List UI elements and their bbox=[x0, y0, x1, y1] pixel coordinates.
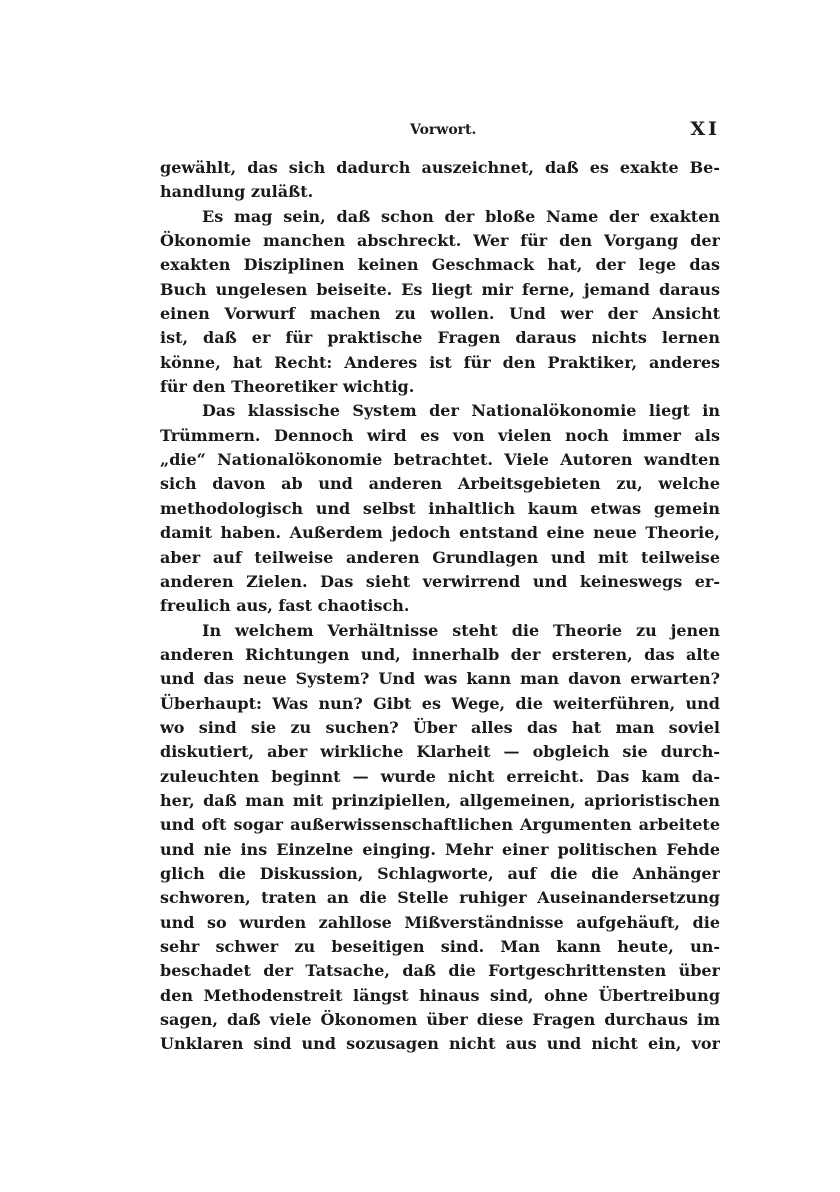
text-line: aber auf teilweise anderen Grundlagen und mit teilweise bbox=[160, 547, 720, 567]
text-line: „die“ Nationalökonomie betrachtet. Viele Autoren wandten bbox=[160, 450, 720, 470]
running-head bbox=[160, 118, 720, 146]
text-line: diskutiert, aber wirkliche Klarheit — obgleich sie durch- bbox=[160, 742, 720, 762]
book-page bbox=[160, 118, 720, 1057]
body-text bbox=[160, 156, 720, 1057]
text-line: wo sind sie zu suchen? Über alles das hat man soviel bbox=[160, 717, 720, 737]
text-line: damit haben. Außerdem jedoch entstand eine neue Theorie, bbox=[160, 523, 720, 543]
text-line: zuleuchten beginnt — wurde nicht erreicht. Das kam da- bbox=[160, 766, 720, 786]
text-line: exakten Disziplinen keinen Geschmack hat, der lege das bbox=[160, 255, 720, 275]
text-line: und nie ins Einzelne einging. Mehr einer politischen Fehde bbox=[160, 839, 720, 859]
page-number: XI bbox=[690, 118, 720, 140]
text-line: Überhaupt: Was nun? Gibt es Wege, die weiterführen, und bbox=[160, 693, 720, 713]
text-line: her, daß man mit prinzipiellen, allgemeinen, aprioristischen bbox=[160, 790, 720, 810]
text-line: schworen, traten an die Stelle ruhiger Auseinandersetzung bbox=[160, 888, 720, 908]
text-line: anderen Zielen. Das sieht verwirrend und keineswegs er- bbox=[160, 571, 720, 591]
text-line: Unklaren sind und sozusagen nicht aus und nicht ein, vor bbox=[160, 1034, 720, 1054]
text-line: methodologisch und selbst inhaltlich kaum etwas gemein bbox=[160, 498, 720, 518]
text-line: glich die Diskussion, Schlagworte, auf die die Anhänger bbox=[160, 863, 720, 883]
running-head-title: Vorwort. bbox=[410, 122, 477, 138]
text-line: sagen, daß viele Ökonomen über diese Fragen durchaus im bbox=[160, 1010, 720, 1030]
text-line: sich davon ab und anderen Arbeitsgebieten zu, welche bbox=[160, 474, 720, 494]
text-line: Es mag sein, daß schon der bloße Name der exakten bbox=[202, 206, 720, 226]
text-line: sehr schwer zu beseitigen sind. Man kann heute, un- bbox=[160, 937, 720, 956]
text-line: einen Vorwurf machen zu wollen. Und wer der Ansicht bbox=[160, 304, 720, 324]
text-line: In welchem Verhältnisse steht die Theorie zu jenen bbox=[202, 620, 720, 640]
text-line: und das neue System? Und was kann man davon erwarten? bbox=[160, 669, 720, 689]
text-line: gewählt, das sich dadurch auszeichnet, daß es exakte Be- bbox=[160, 158, 720, 177]
text-line: beschadet der Tatsache, daß die Fortgeschrittensten über bbox=[160, 961, 720, 981]
text-line: freulich aus, fast chaotisch. bbox=[160, 596, 410, 616]
text-line: und oft sogar außerwissenschaftlichen Argumenten arbeitete bbox=[160, 815, 720, 835]
text-line: anderen Richtungen und, innerhalb der ersteren, das alte bbox=[160, 644, 720, 664]
text-line: für den Theoretiker wichtig. bbox=[160, 377, 415, 397]
text-line: den Methodenstreit längst hinaus sind, ohne Übertreibung bbox=[160, 985, 720, 1005]
text-line: ist, daß er für praktische Fragen daraus nichts lernen bbox=[160, 328, 720, 348]
text-line: Buch ungelesen beiseite. Es liegt mir ferne, jemand daraus bbox=[160, 279, 720, 299]
text-line: Trümmern. Dennoch wird es von vielen noch immer als bbox=[160, 425, 720, 445]
text-line: könne, hat Recht: Anderes ist für den Praktiker, anderes bbox=[160, 352, 720, 372]
text-line: Ökonomie manchen abschreckt. Wer für den Vorgang der bbox=[160, 231, 720, 251]
text-line: handlung zuläßt. bbox=[160, 182, 314, 202]
text-line: Das klassische System der Nationalökonomie liegt in bbox=[202, 401, 720, 421]
text-line: und so wurden zahllose Mißverständnisse aufgehäuft, die bbox=[160, 912, 720, 932]
